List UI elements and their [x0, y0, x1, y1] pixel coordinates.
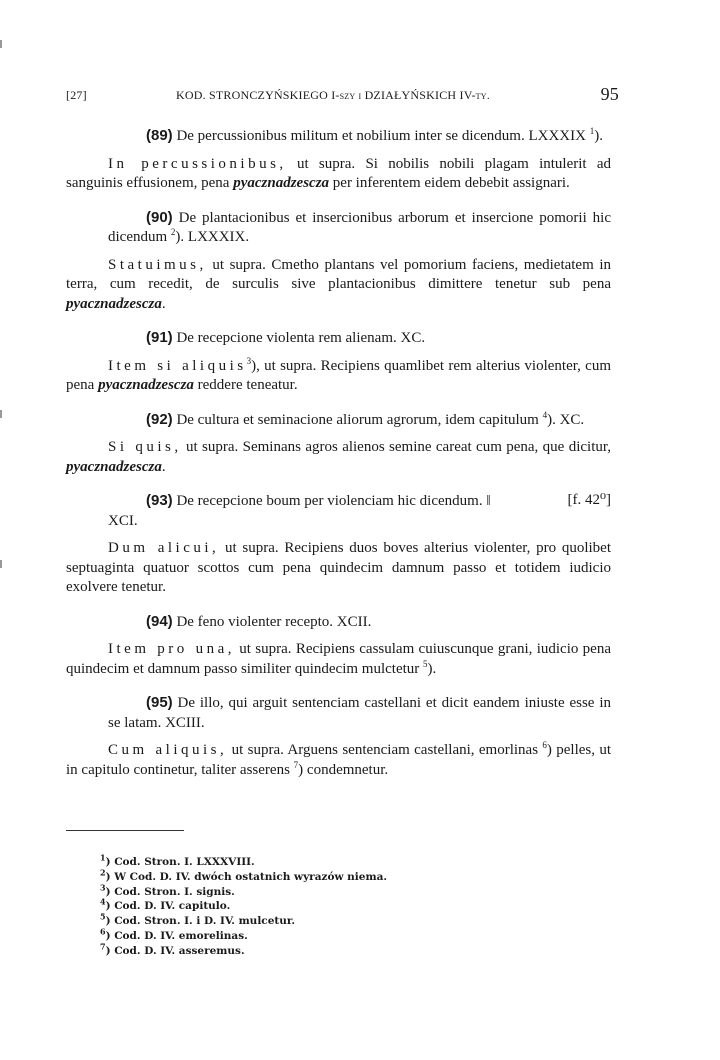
main-text [66, 126, 611, 794]
section-paragraph: Dum alicui, ut supra. Recipiens duos boves alterius violenter, pro quolibet septuaginta quatuor scottos cum pena quindecim damnum passo et totidem iudicio exolvere tenetur. [66, 540, 611, 595]
section-paragraph: Item si aliquis$^3$), ut supra. Recipiens quamlibet rem alterius violenter, cum pena pyacznadzescza reddere teneatur. [66, 355, 612, 393]
footnote: $^7$) Cod. D. IV. asseremus. [100, 941, 245, 957]
footnote-divider [66, 830, 184, 831]
section-heading: (89) De percussionibus militum et nobilium inter se dicendum. LXXXIX $^1$). [146, 126, 603, 144]
section-paragraph: Cum aliquis, ut supra. Arguens sentenciam castellani, emorlinas $^6$) pelles, ut in capitulo continetur, taliter asserens $^7$) condemnetur. [66, 740, 612, 778]
folio-marker: [f. 42⁰] [567, 492, 611, 508]
section-paragraph: In percussionibus, ut supra. Si nobilis nobili plagam intulerit ad sanguinis effusionem, pena pyacznadzescza per inferentem eidem debebit assignari. [66, 155, 611, 191]
section-heading: (90) De plantacionibus et insercionibus arborum et insercione pomorii hic dicendum $^2$). LXXXIX. [108, 208, 611, 245]
page-number: 95 [600, 84, 619, 104]
footnote: $^4$) Cod. D. IV. capitulo. [100, 896, 231, 913]
section-heading: (91) De recepcione violenta rem alienam. XC. [146, 329, 426, 346]
footnote: $^1$) Cod. Stron. I. LXXXVIII. [100, 852, 255, 868]
footnote: $^3$) Cod. Stron. I. signis. [100, 882, 235, 898]
section-paragraph: Si quis, ut supra. Seminans agros alienos semine careat cum pena, que dicitur, pyacznadzescza. [66, 439, 612, 475]
footnote: $^2$) W Cod. D. IV. dwóch ostatnich wyrazów niema. [100, 867, 388, 883]
footnote: $^6$) Cod. D. IV. emorelinas. [100, 926, 248, 942]
header-left: [27] [66, 88, 87, 102]
section-paragraph: Item pro una, ut supra. Recipiens cassulam cuiuscunque grani, iudicio pena quindecim et damnum passo similiter quindecim mulctetur $^5$). [66, 641, 611, 677]
margin-mark [0, 560, 2, 568]
footnotes [100, 852, 388, 959]
section-heading: (95) De illo, qui arguit sentenciam castellani et dicit eandem iniuste esse in se latam. XCIII. [108, 694, 611, 731]
margin-mark [0, 410, 2, 418]
margin-mark [0, 40, 2, 48]
footnote: $^5$) Cod. Stron. I. i D. IV. mulcetur. [100, 911, 296, 928]
section-paragraph: Statuimus, ut supra. Cmetho plantans vel pomorium faciens, medietatem in terra, cum recedit, de surculis sive plantacionibus dimittere tenetur sub pena pyacznadzescza. [66, 256, 611, 312]
header-title: KOD. STRONCZYŃSKIEGO I-szy i DZIAŁYŃSKICH IV-ty. [176, 88, 490, 102]
section-heading: (93) De recepcione boum per violenciam hic dicendum. ǁ [f. 42⁰] XCI. [108, 492, 611, 529]
section-heading: (94) De feno violenter recepto. XCII. [146, 612, 372, 630]
running-header [66, 84, 619, 108]
section-heading: (92) De cultura et seminacione aliorum agrorum, idem capitulum $^4$). XC. [146, 409, 585, 428]
